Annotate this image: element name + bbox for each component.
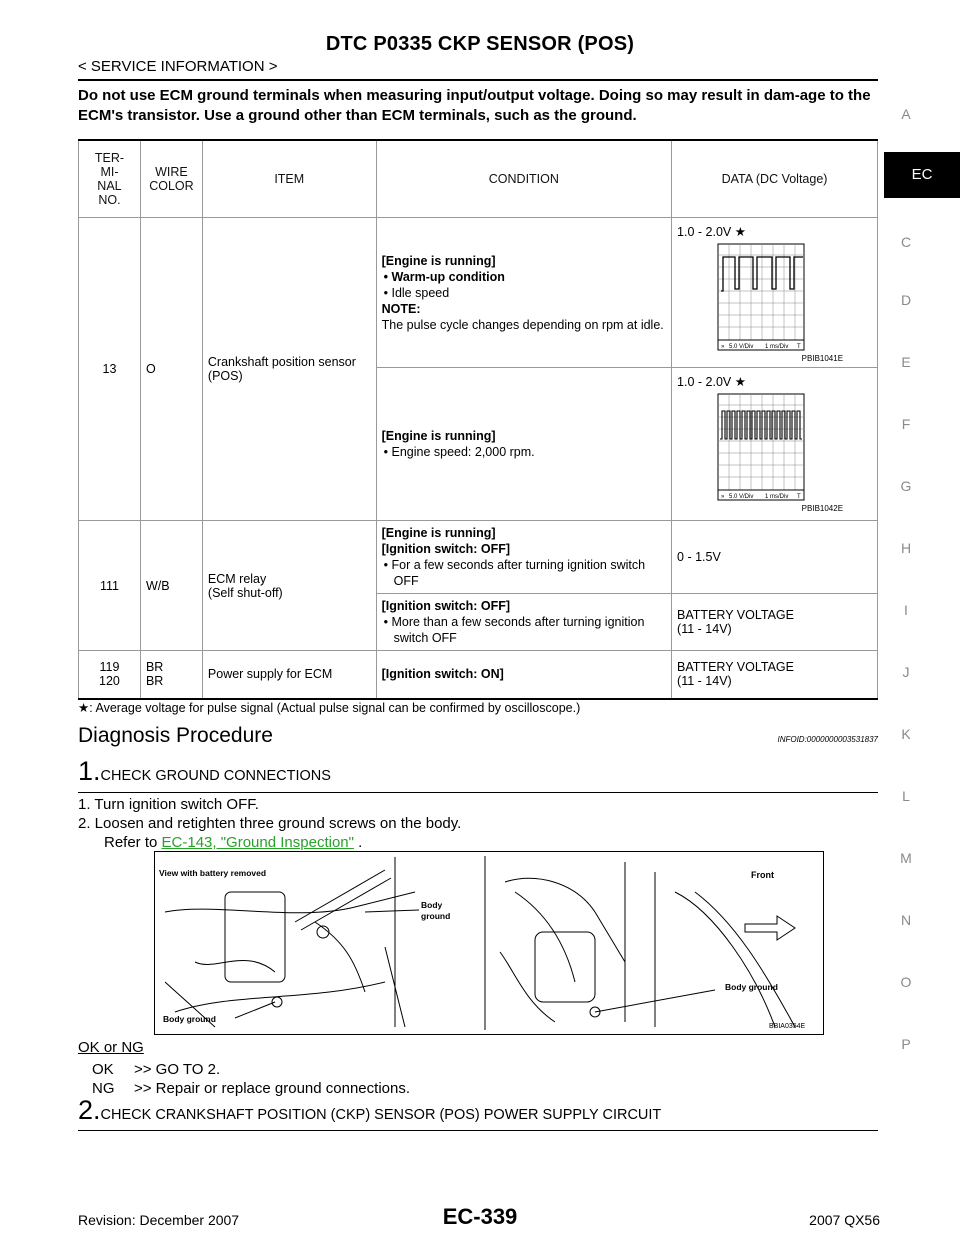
ok-text: >> GO TO 2. [134,1061,221,1078]
figure-label-front: Front [751,870,774,880]
wire-cell: BR BR [140,651,202,699]
condition-line: [Engine is running] [381,429,496,443]
figure-label-view: View with battery removed [159,868,267,878]
data-cell: BATTERY VOLTAGE (11 - 14V) [672,594,878,651]
side-index-h[interactable]: H [900,540,912,556]
scope-chevron: » [721,344,725,350]
condition-cell [376,521,671,594]
scope-t-label: T [797,494,801,500]
step-number: 1. [78,756,101,786]
condition-bullet: • More than a few seconds after turning ignition switch OFF [383,615,645,645]
condition-bullet: • For a few seconds after turning ignition switch OFF [383,558,646,588]
terminal-cell: 13 [79,218,141,521]
figure-caption: BBIA0354E [769,1023,806,1030]
figure-label-body-ground-top-1: Body [421,900,443,910]
ok-or-ng-label: OK or NG [78,1039,144,1056]
step-rule [78,792,878,793]
refer-suffix: . [353,834,363,851]
data-value [677,374,872,389]
ground-location-figure [154,851,824,1035]
condition-bullet-text: More than a few seconds after turning ignition switch OFF [391,615,645,645]
ok-result [92,1060,220,1079]
data-cell: 0 - 1.5V [672,521,878,594]
wire-cell: O [140,218,202,521]
side-index-o[interactable]: O [900,974,912,990]
condition-cell [376,368,671,521]
condition-bullet-text: For a few seconds after turning ignition switch OFF [391,558,646,588]
terminal-spec-table [78,139,878,700]
step-1-heading [78,756,331,787]
condition-cell: [Ignition switch: ON] [376,651,671,699]
step-2-heading [78,1095,661,1126]
scope-t-label: T [797,344,801,350]
step-title: CHECK CRANKSHAFT POSITION (CKP) SENSOR (POS) POWER SUPPLY CIRCUIT [100,1107,662,1123]
col-condition: CONDITION [376,140,671,218]
side-index-f[interactable]: F [901,416,911,432]
instruction-line: 1. Turn ignition switch OFF. [78,796,259,813]
star-icon: ★ [78,701,90,715]
wire-cell: W/B [140,521,202,651]
condition-bullet-text: Warm-up condition [391,269,505,284]
side-index-c[interactable]: C [900,234,912,250]
figure-label-body-ground-top-2: ground [421,911,451,921]
side-index-e[interactable]: E [901,354,911,370]
footer-page-number: EC-339 [442,1204,518,1229]
step-rule [78,1130,878,1131]
terminal-cell: 119 120 [79,651,141,699]
footer-model: 2007 QX56 [809,1212,880,1228]
scope-time-label: 1 ms/Div [765,494,789,500]
legend-note [78,700,580,715]
star-icon: ★ [734,375,746,389]
col-item: ITEM [202,140,376,218]
side-index-n[interactable]: N [900,912,912,928]
condition-line: [Engine is running] [381,253,496,268]
data-cell [672,368,878,521]
star-icon: ★ [734,225,746,239]
scope-time-label: 1 ms/Div [765,344,789,350]
legend-note-text: : Average voltage for pulse signal (Actual pulse signal can be confirmed by oscilloscope.) [89,701,581,715]
side-index-m[interactable]: M [900,850,912,866]
oscilloscope-waveform-idle [717,243,805,351]
item-cell: Power supply for ECM [202,651,376,699]
data-value-text: 1.0 - 2.0V [677,225,732,239]
condition-cell [376,218,671,368]
refer-prefix: Refer to [104,834,162,851]
section-label: < SERVICE INFORMATION > [78,58,278,75]
page-title: DTC P0335 CKP SENSOR (POS) [325,33,635,55]
condition-cell [376,594,671,651]
side-index-l[interactable]: L [902,788,910,804]
ng-text: >> Repair or replace ground connections. [134,1080,411,1097]
ground-inspection-link[interactable]: EC-143, "Ground Inspection" [161,834,354,851]
condition-bullet: • Engine speed: 2,000 rpm. [383,445,535,459]
note-text: The pulse cycle changes depending on rpm at idle. [381,317,664,332]
side-index-p[interactable]: P [901,1036,911,1052]
note-label: NOTE: [381,301,421,316]
data-value-text: 1.0 - 2.0V [677,375,732,389]
scope-chevron: » [721,494,725,500]
scope-volt-label: 5.0 V/Div [729,344,754,350]
terminal-cell: 111 [79,521,141,651]
side-index-j[interactable]: J [902,664,910,680]
item-cell: ECM relay (Self shut-off) [202,521,376,651]
refer-line [104,833,362,852]
table-row [79,218,878,368]
section-title: Diagnosis Procedure [78,724,273,747]
ok-label: OK [92,1061,114,1078]
col-wire-color: WIRE COLOR [140,140,202,218]
table-header-row [79,140,878,218]
data-cell: BATTERY VOLTAGE (11 - 14V) [672,651,878,699]
table-row [79,521,878,594]
side-index-k[interactable]: K [901,726,911,742]
side-index-g[interactable]: G [900,478,912,494]
condition-line: [Engine is running] [381,526,496,540]
side-index-d[interactable]: D [900,292,912,308]
condition-bullet: • Idle speed [383,285,450,300]
figure-label-body-ground-left: Body ground [163,1014,216,1024]
col-data: DATA (DC Voltage) [672,140,878,218]
condition-line: [Ignition switch: OFF] [381,542,511,556]
side-index-i[interactable]: I [904,602,908,618]
instruction-line: 2. Loosen and retighten three ground screws on the body. [78,815,462,832]
ground-location-illustration [155,852,823,1034]
condition-line: [Ignition switch: OFF] [381,599,511,613]
step-number: 2. [78,1095,101,1125]
scope-volt-label: 5.0 V/Div [729,494,754,500]
table-row [79,651,878,699]
condition-bullet-text: Idle speed [391,285,450,300]
col-terminal: TER- MI- NAL NO. [79,140,141,218]
ng-label: NG [92,1080,115,1097]
scope-caption: PBIB1041E [801,354,844,363]
header-rule [78,79,878,81]
info-id: INFOID:0000000003531837 [777,735,878,744]
side-index-a[interactable]: A [901,106,911,122]
scope-caption: PBIB1042E [801,504,844,513]
footer-revision: Revision: December 2007 [78,1212,240,1228]
data-value [677,224,872,239]
condition-bullet-text: Engine speed: 2,000 rpm. [391,445,535,459]
oscilloscope-waveform-2000rpm [717,393,805,501]
data-cell [672,218,878,368]
condition-bullet: • Warm-up condition [383,269,505,284]
warning-text: Do not use ECM ground terminals when measuring input/output voltage. Doing so may result in dam-age to the ECM's transistor. Use a ground other than ECM terminals, such as the ground. [78,87,871,124]
figure-label-body-ground-right: Body ground [725,982,778,992]
step-title: CHECK GROUND CONNECTIONS [100,768,331,784]
item-cell: Crankshaft position sensor (POS) [202,218,376,521]
side-index-ec[interactable]: EC [884,152,960,198]
